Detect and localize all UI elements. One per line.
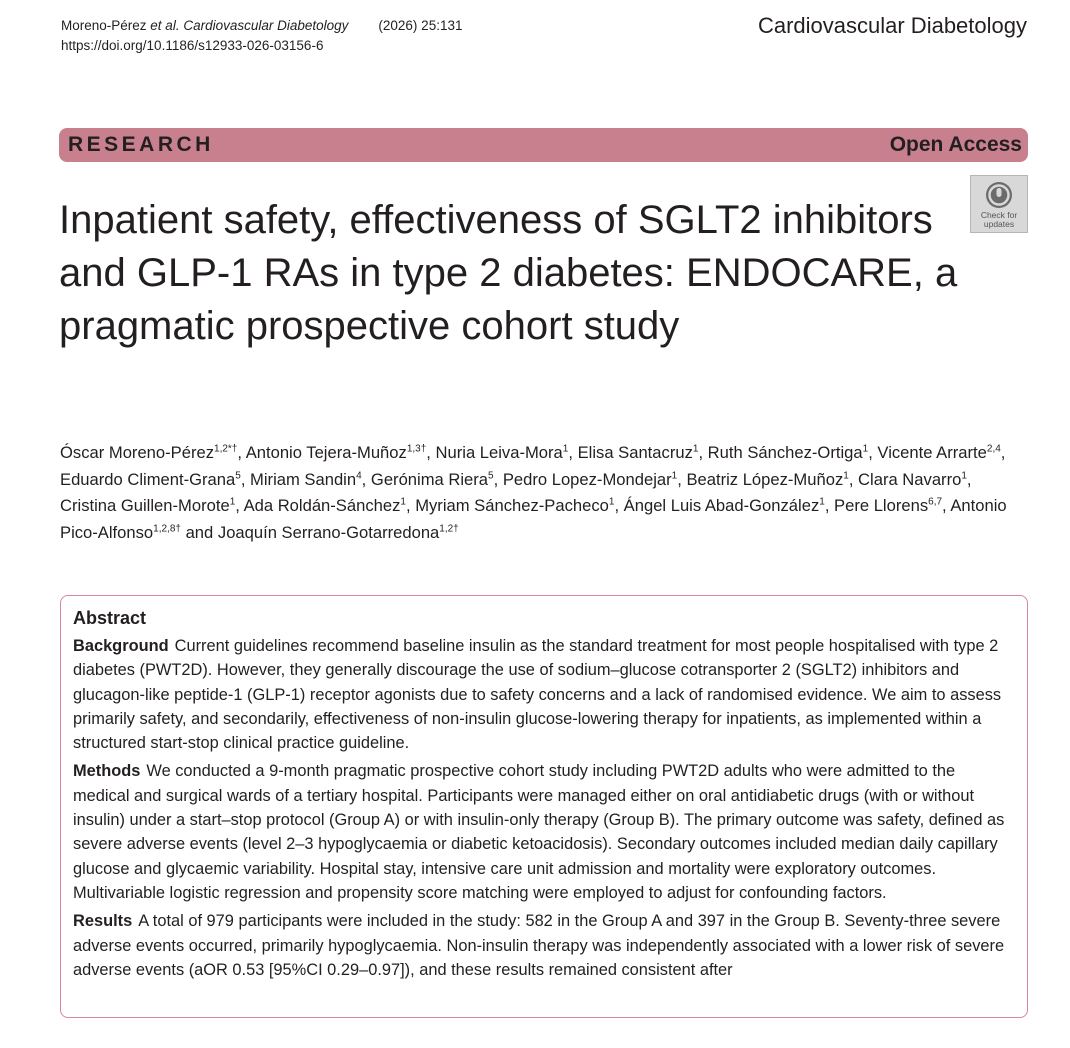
check-for-updates-text: Check for updates [980, 210, 1018, 229]
author-affiliation-marker: 5 [488, 469, 494, 481]
check-for-updates-badge[interactable] [970, 175, 1028, 233]
author-affiliation-marker: 1,2,8† [153, 522, 181, 534]
abstract-section-label: Background [73, 637, 169, 655]
author-name[interactable]: Pere Llorens [834, 496, 929, 515]
author-affiliation-marker: 1 [400, 496, 406, 508]
abstract-section [73, 759, 1015, 905]
abstract-section-label: Methods [73, 762, 141, 781]
author-name[interactable]: Antonio Tejera-Muñoz [245, 443, 407, 462]
abstract-section-text: Current guidelines recommend baseline insulin as the standard treatment for most people hospitalised with type 2 diabetes (PWT2D). However, they generally discourage the use of sodium–glucose cotransporter 2 (SGLT2) inhibitors and glucagon-like peptide-1 (GLP-1) receptor agonists due to safety concerns and a lack of randomised evidence. We aim to assess primarily safety, and secondarily, effectiveness of non-insulin glucose-lowering therapy for inpatients, as implemented within a structured start-stop clinical practice guideline. [73, 637, 1002, 753]
author-name[interactable]: Ada Roldán-Sánchez [243, 496, 401, 515]
author-list: Óscar Moreno-Pérez$^{1,2*\dagger}$, Antonio Tejera-Muñoz$^{1,3\dagger}$, Nuria Leiva-Mora$^1$, Elisa Santacruz$^1$, Ruth Sánchez-Ortiga$^1$, Vicente Arrarte$^{2,4}$, Eduardo Climent-Grana$^5$, Miriam Sandin$^4$, Gerónima Riera$^5$, Pedro Lopez-Mondejar$^1$, Beatriz López-Muñoz$^1$, Clara Navarro$^1$, Cristina Guillen-Morote$^1$, Ada Roldán-Sánchez$^1$, Myriam Sánchez-Pacheco$^1$, Ángel Luis Abad-González$^1$, Pere Llorens$^{6,7}$, Antonio Pico-Alfonso$^{1,2,8\dagger}$ and Joaquín Serrano-Gotarredona$^{1,2\dagger}$ [60, 443, 1007, 542]
author-affiliation-marker: 1 [562, 443, 569, 455]
author-affiliation-marker: 1 [819, 496, 825, 508]
abstract-section-text: We conducted a 9-month pragmatic prospective cohort study including PWT2D adults who were admitted to the medical and surgical wards of a tertiary hospital. Participants were managed either on oral antidiabetic drugs (with or without insulin) under a start–stop protocol (Group A) or with insulin-only therapy (Group B). The primary outcome was safety, defined as severe adverse events (level 2–3 hypoglycaemia or diabetic ketoacidosis). Secondary outcomes included median daily capillary glucose and glycaemic variability. Hospital stay, intensive care unit admission and mortality were exploratory outcomes. Multivariable logistic regression and propensity score matching were employed to adjust for confounding factors. [73, 762, 1005, 902]
running-header-journal: et al. Cardiovascular Diabetology [150, 18, 349, 33]
abstract-section-text: A total of 979 participants were included in the study: 582 in the Group A and 397 in the Group B. Seventy-three severe adverse events occurred, primarily hypoglycaemia. Non-insulin therapy was independently associated with a lower risk of severe adverse events (aOR 0.53 [95%CI 0.29–0.97]), and these results remained consistent after [73, 912, 1005, 979]
author-name[interactable]: Ruth Sánchez-Ortiga [707, 443, 863, 462]
author-name[interactable]: Beatriz López-Muñoz [686, 469, 844, 489]
running-header [61, 16, 462, 56]
author-affiliation-marker: 2,4 [986, 443, 1001, 455]
abstract-section [73, 634, 1015, 755]
article-type-banner [59, 128, 1028, 162]
author-affiliation-marker: 1 [229, 496, 236, 508]
author-name[interactable]: Cristina Guillen-Morote [60, 496, 230, 515]
author-affiliation-marker: 1 [961, 469, 967, 481]
article-type-label: RESEARCH [68, 133, 214, 156]
author-name[interactable]: Joaquín Serrano-Gotarredona [217, 522, 440, 542]
author-name[interactable]: Nuria Leiva-Mora [435, 443, 563, 462]
author-affiliation-marker: 4 [356, 469, 362, 481]
author-name[interactable]: Miriam Sandin [250, 469, 357, 489]
author-affiliation-marker: 1 [671, 469, 678, 481]
author-name[interactable]: Óscar Moreno-Pérez [60, 443, 215, 462]
abstract-sections [73, 634, 1015, 982]
author-affiliation-marker: 1,3† [406, 443, 427, 455]
author-name[interactable]: Elisa Santacruz [577, 443, 693, 462]
abstract-box [60, 595, 1028, 1018]
article-title: Inpatient safety, effectiveness of SGLT2 inhibitors and GLP-1 RAs in type 2 diabetes: ENDOCARE, a pragmatic prospective cohort study [59, 198, 958, 348]
author-name[interactable]: Myriam Sánchez-Pacheco [415, 496, 609, 515]
open-access-label: Open Access [889, 133, 1022, 156]
author-affiliation-marker: 1 [608, 496, 615, 508]
check-for-updates-icon [984, 180, 1014, 210]
author-affiliation-marker: 1,2† [439, 522, 459, 534]
author-name[interactable]: Ángel Luis Abad-González [623, 496, 820, 515]
author-affiliation-marker: 5 [235, 469, 241, 481]
author-affiliation-marker: 6,7 [928, 496, 943, 508]
author-name[interactable]: Pedro Lopez-Mondejar [502, 469, 672, 489]
running-header-author: Moreno-Pérez [61, 18, 151, 33]
abstract-heading: Abstract [73, 608, 147, 628]
running-header-citation-line [61, 16, 462, 36]
author-affiliation-marker: 1,2*† [214, 443, 238, 455]
author-affiliation-marker: 1 [692, 443, 699, 455]
doi-link[interactable]: https://doi.org/10.1186/s12933-026-03156-6 [61, 38, 324, 53]
author-affiliation-marker: 1 [843, 469, 849, 481]
author-name[interactable]: Vicente Arrarte [877, 443, 987, 462]
author-name[interactable]: Clara Navarro [858, 469, 962, 489]
abstract-section-label: Results [73, 912, 133, 931]
author-affiliation-marker: 1 [862, 443, 869, 455]
author-name[interactable]: Gerónima Riera [370, 469, 489, 489]
journal-name: Cardiovascular Diabetology [757, 13, 1027, 38]
author-name[interactable]: Eduardo Climent-Grana [60, 469, 236, 489]
abstract-section [73, 909, 1015, 982]
author-name[interactable]: Antonio Pico-Alfonso [60, 496, 1007, 542]
running-header-volume: (2026) 25:131 [378, 18, 463, 33]
